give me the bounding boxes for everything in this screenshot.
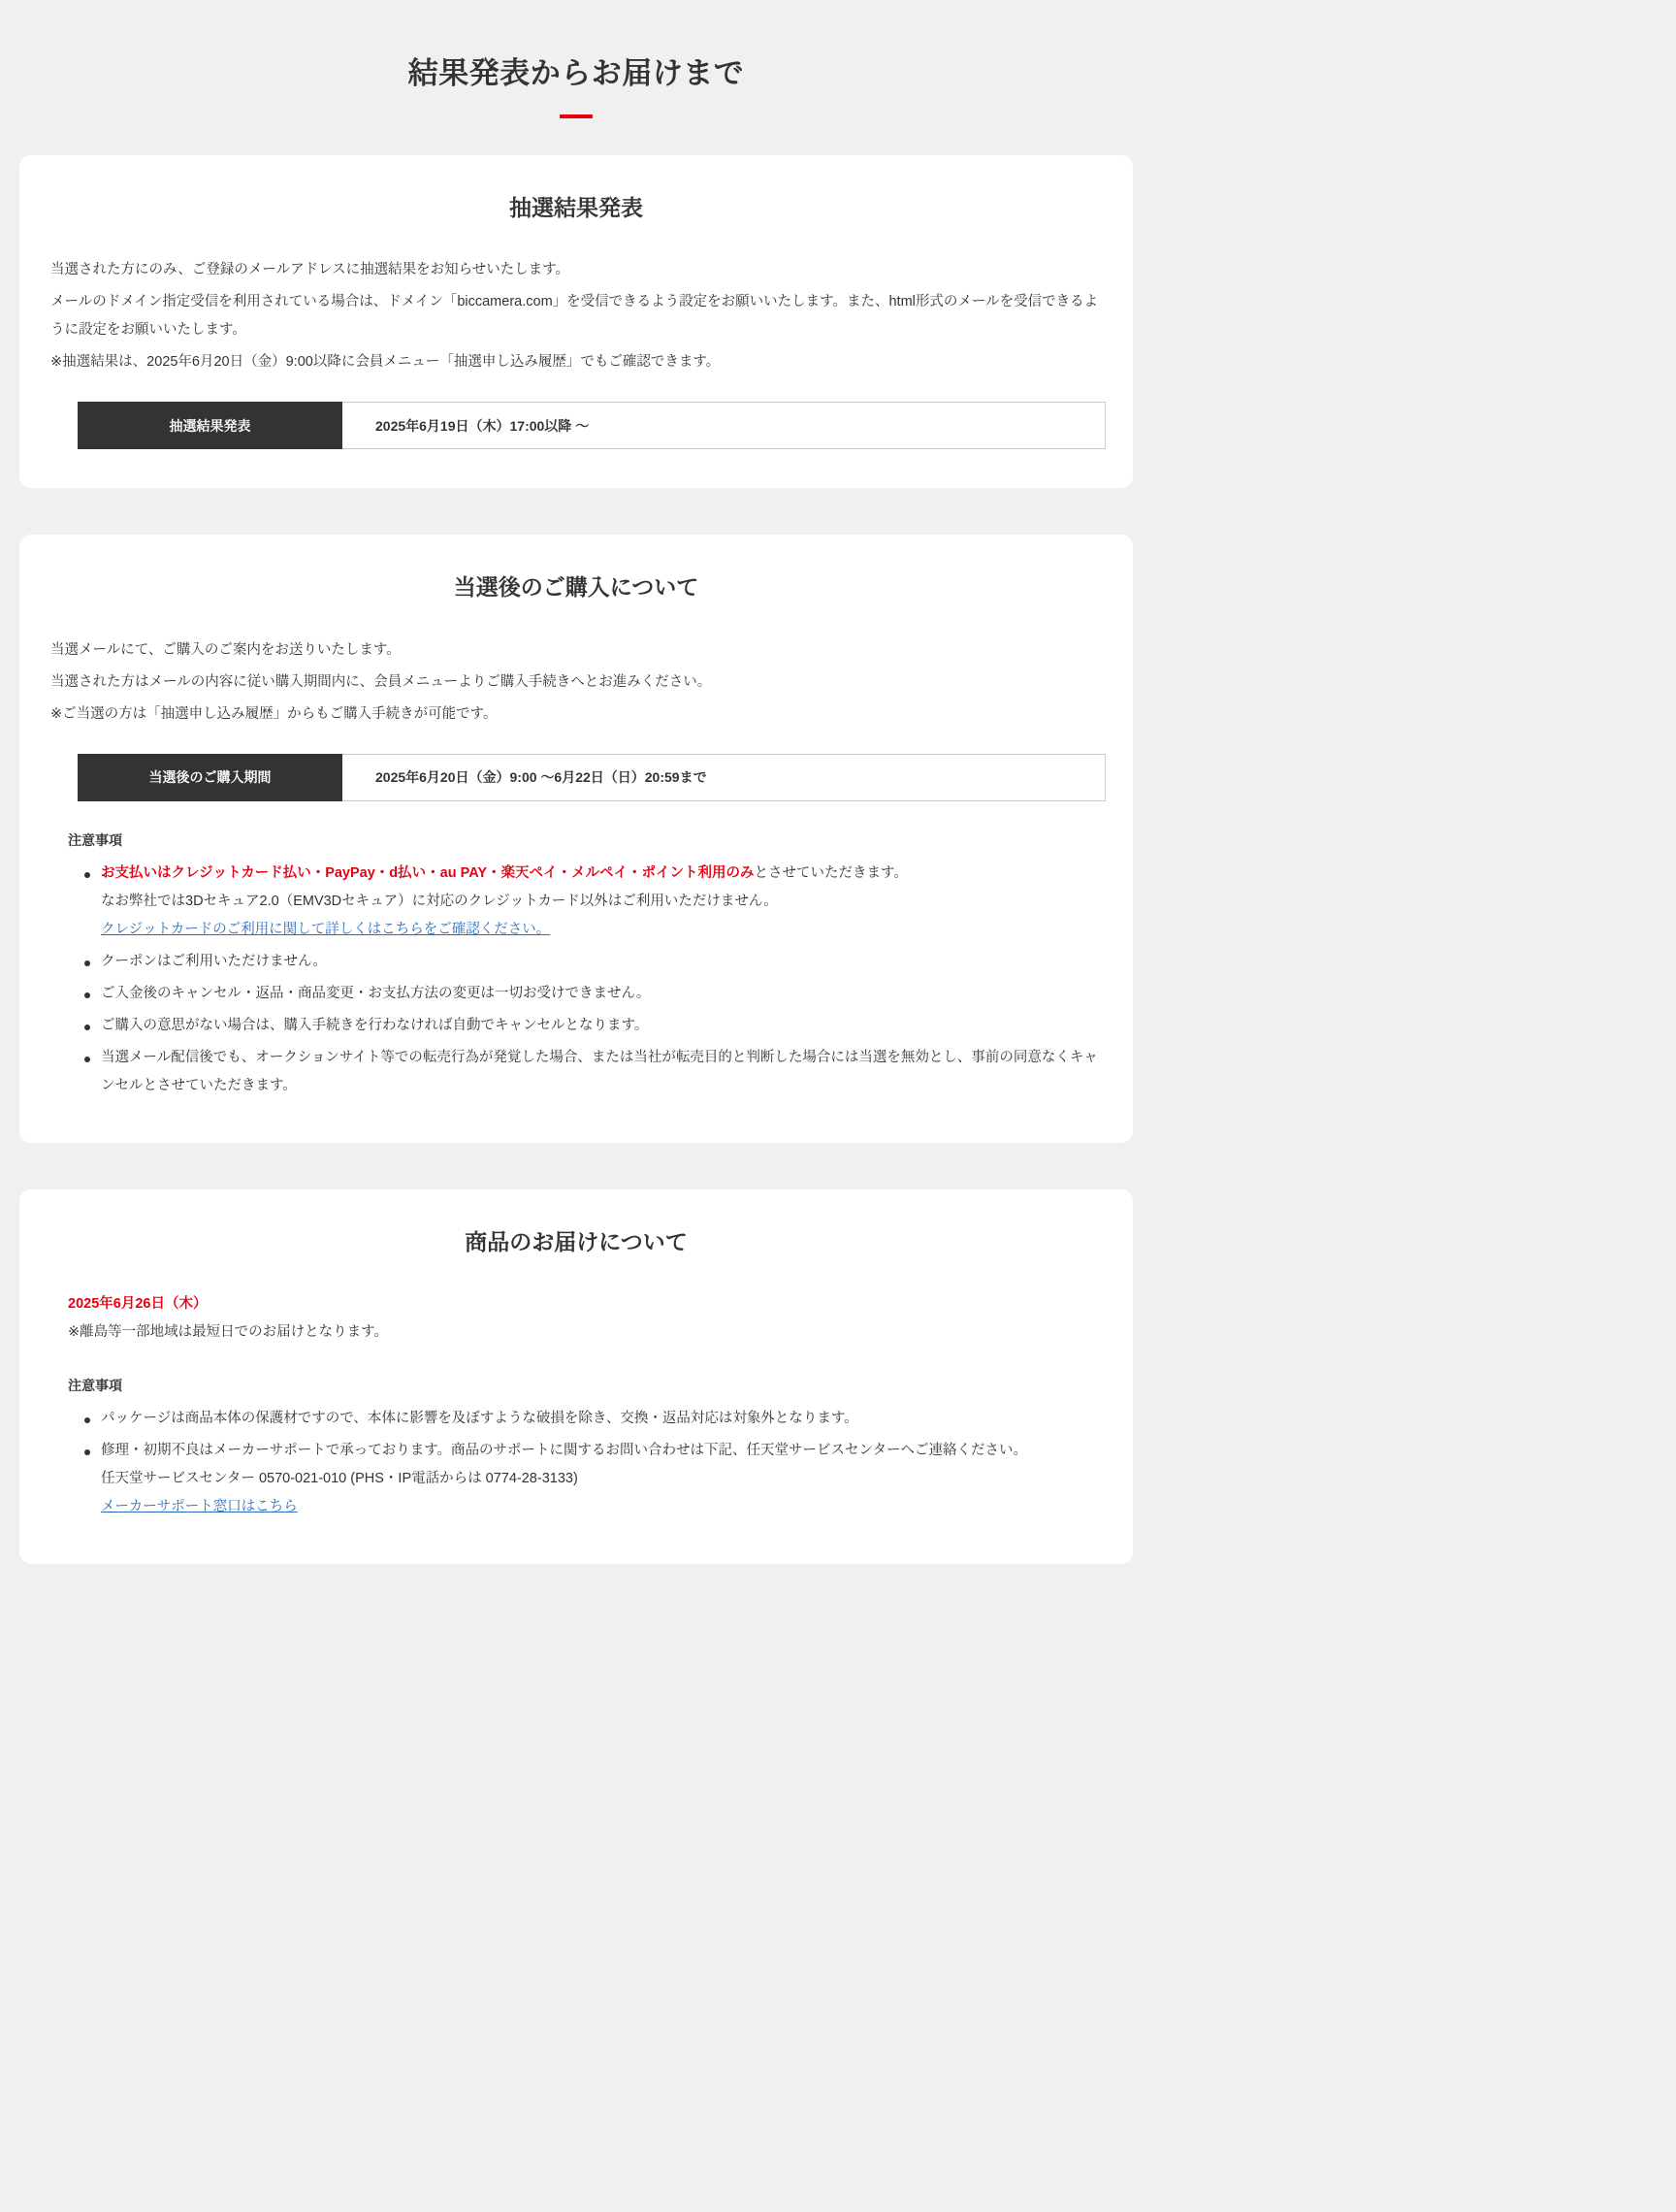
credit-card-details-link[interactable]: クレジットカードのご利用に関して詳しくはこちらをご確認ください。 (101, 921, 551, 937)
purchase-paragraph-2: 当選された方はメールの内容に従い購入期間内に、会員メニューよりご購入手続きへとお進みください。 (50, 673, 712, 690)
lottery-result-table (78, 402, 1106, 449)
payment-methods-highlight: お支払いはクレジットカード払い・PayPay・d払い・au PAY・楽天ペイ・メルペイ・ポイント利用のみ (101, 864, 755, 881)
list-item (101, 980, 1102, 1008)
resale-note: 当選メール配信後でも、オークションサイト等での転売行為が発覚した場合、または当社が転売目的と判断した場合には当選を無効とし、事前の同意なくキャンセルとさせていただきます。 (101, 1049, 1098, 1093)
purchase-period-table-value: 2025年6月20日（金）9:00 〜6月22日（日）20:59まで (342, 754, 1106, 800)
purchase-paragraph-1: 当選メールにて、ご購入のご案内をお送りいたします。 (50, 641, 401, 658)
package-note: パッケージは商品本体の保護材ですので、本体に影響を及ぼすような破損を除き、交換・返品対応は対象外となります。 (101, 1410, 858, 1426)
lottery-result-table-label: 抽選結果発表 (79, 403, 342, 449)
maker-support-link[interactable]: メーカーサポート窓口はこちら (101, 1498, 298, 1514)
list-item (101, 1437, 1102, 1521)
delivery-remote-area-note: ※離島等一部地域は最短日でのお届けとなります。 (68, 1323, 388, 1340)
purchase-notes-list (50, 860, 1102, 1100)
list-item (101, 948, 1102, 976)
section-purchase-after-win (19, 535, 1133, 1142)
page-header (0, 0, 1152, 118)
nintendo-service-center-phone: 任天堂サービスセンター 0570-021-010 (PHS・IP電話からは 0774-28-3133) (101, 1470, 578, 1486)
repair-support-note: 修理・初期不良はメーカーサポートで承っております。商品のサポートに関するお問い合わせは下記、任天堂サービスセンターへご連絡ください。 (101, 1442, 1027, 1458)
purchase-notes-heading: 注意事項 (68, 831, 122, 848)
cancel-note: ご入金後のキャンセル・返品・商品変更・お支払方法の変更は一切お受けできません。 (101, 985, 651, 1001)
lottery-result-paragraph-1: 当選された方にのみ、ご登録のメールアドレスに抽選結果をお知らせいたします。 (50, 262, 570, 278)
title-underline-accent (560, 114, 593, 118)
delivery-notes-heading: 注意事項 (68, 1377, 122, 1393)
page-title: 結果発表からお届けまで (407, 56, 745, 90)
lottery-result-table-value: 2025年6月19日（木）17:00以降 〜 (342, 403, 1106, 449)
lottery-result-paragraph-2: メールのドメイン指定受信を利用されている場合は、ドメイン「biccamera.com」を受信できるよう設定をお願いいたします。また、html形式のメールを受信できるように設定をお願いいたします。 (50, 294, 1099, 339)
list-item (101, 1405, 1102, 1433)
list-item (101, 1012, 1102, 1040)
delivery-notes-list (50, 1405, 1102, 1521)
auto-cancel-note: ご購入の意思がない場合は、購入手続きを行わなければ自動でキャンセルとなります。 (101, 1017, 649, 1033)
section-delivery (19, 1189, 1133, 1564)
payment-methods-tail: とさせていただきます。 (754, 864, 908, 881)
lottery-result-paragraph-3: ※抽選結果は、2025年6月20日（金）9:00以降に会員メニュー「抽選申し込み履歴」でもご確認できます。 (50, 354, 721, 371)
coupon-note: クーポンはご利用いただけません。 (101, 953, 327, 969)
purchase-paragraph-3: ※ご当選の方は「抽選申し込み履歴」からもご購入手続きが可能です。 (50, 705, 498, 722)
payment-3dsecure-note: なお弊社では3Dセキュア2.0（EMV3Dセキュア）に対応のクレジットカード以外はご利用いただけません。 (101, 893, 778, 909)
section-title-delivery: 商品のお届けについて (465, 1228, 688, 1254)
list-item (101, 860, 1102, 944)
lottery-result-paragraphs (50, 256, 1102, 376)
list-item (101, 1044, 1102, 1100)
section-title-lottery-result: 抽選結果発表 (509, 195, 643, 221)
section-title-purchase-after-win: 当選後のご購入について (453, 574, 699, 601)
purchase-paragraphs (50, 636, 1102, 729)
purchase-period-table (78, 754, 1106, 801)
table-row (79, 403, 1106, 449)
page-container (0, 0, 1152, 1603)
purchase-period-table-label: 当選後のご購入期間 (79, 754, 342, 800)
table-row (79, 754, 1106, 800)
section-lottery-result (19, 155, 1133, 488)
delivery-date: 2025年6月26日（木） (68, 1295, 208, 1312)
